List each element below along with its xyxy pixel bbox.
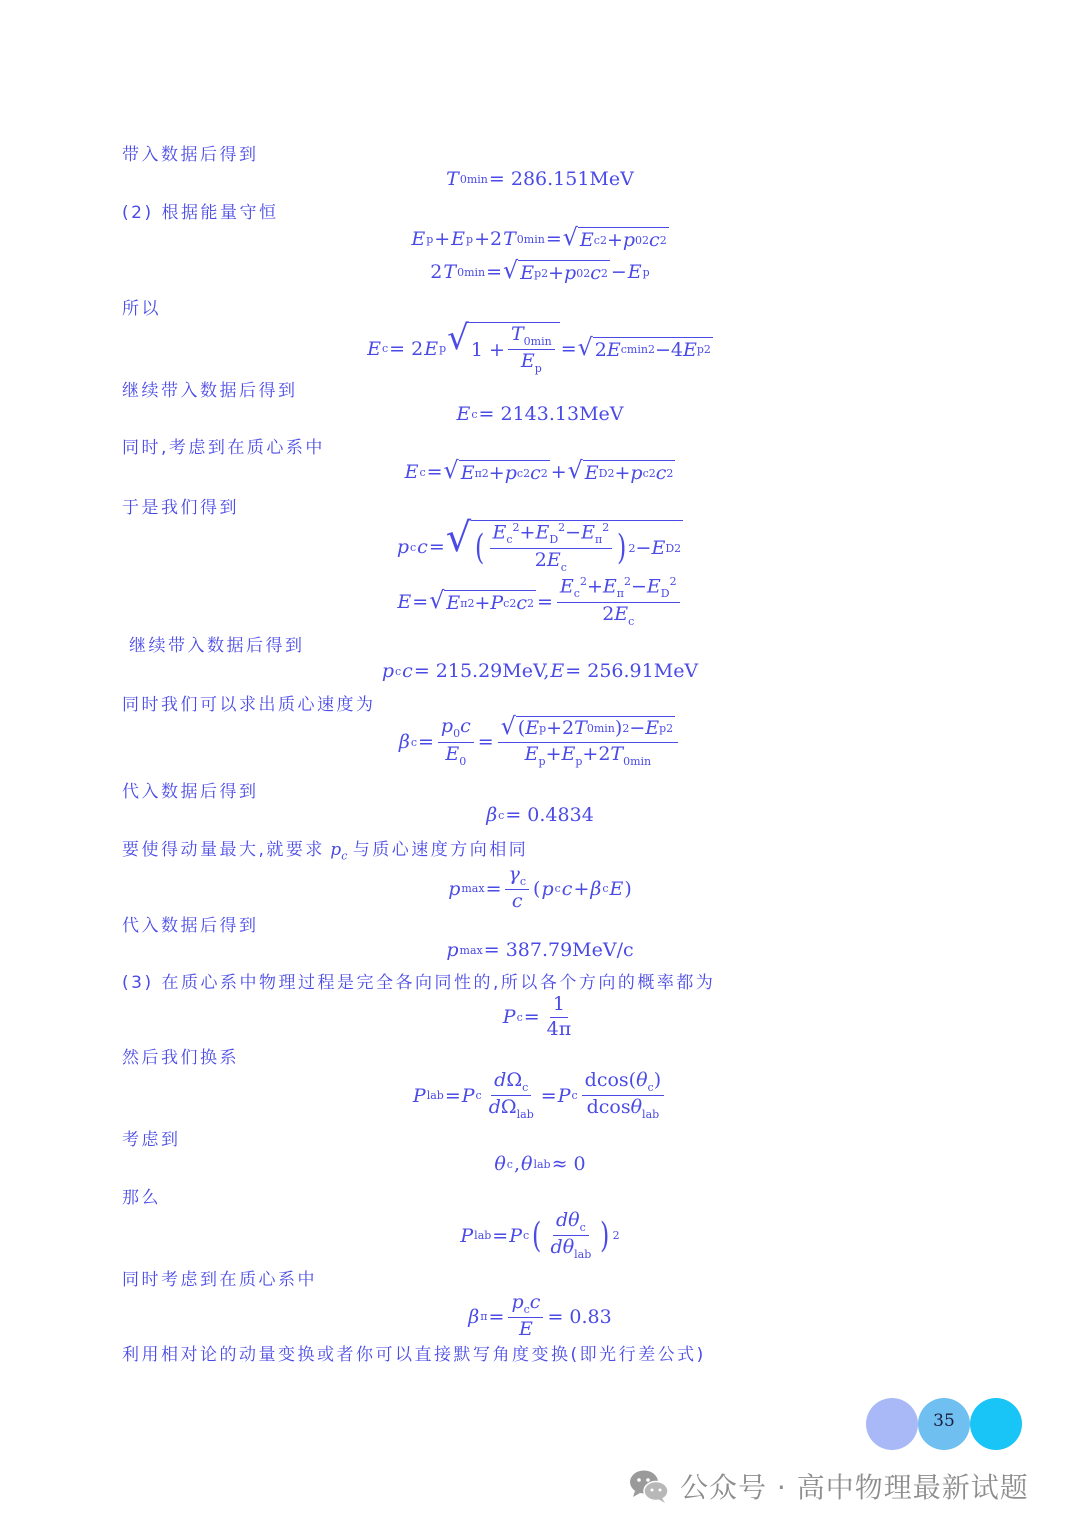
badge-circle: [866, 1398, 918, 1450]
text-line: 要使得动量最大,就要求 $p_c$ 与质心速度方向相同: [122, 840, 529, 863]
text-line: 于是我们得到: [122, 498, 239, 518]
equation-2t0min: 2 T 0min = √ E p 2 + p 0 2 c 2 − E p: [430, 256, 650, 284]
footer-watermark: [628, 1466, 1029, 1506]
equation-beta-c-value: β c = 0.4834: [486, 804, 594, 826]
equation-pcc: p c c = √ ( $\frac{E_c^2+E_D^2-E_\pi^2}{2E_c}$ ) 2 − E D 2: [396, 515, 682, 574]
wechat-icon: [628, 1467, 670, 1505]
equation-pc-e-values: p c c = 215.29MeV, E = 256.91MeV: [381, 660, 699, 682]
text-line: 带入数据后得到: [122, 145, 259, 165]
equation-t0min: T 0min = 286.151MeV: [446, 168, 634, 190]
text-line: 代入数据后得到: [122, 916, 259, 936]
equation-beta-pi: β π = $\frac{p_cc}{E}$ = 0.83: [468, 1291, 612, 1341]
text-line: 考虑到: [122, 1130, 181, 1150]
text-line: 继续带入数据后得到: [129, 636, 305, 656]
equation-value: = 0.83: [547, 1305, 612, 1328]
equation-theta-approx: θ c , θ lab ≈ 0: [494, 1153, 586, 1175]
page-number: 35: [933, 1411, 955, 1431]
equation-pmax-value: p max = 387.79MeV/c: [446, 939, 634, 961]
equation-pmax: p max = $\frac{\gamma_c}{c}$ ( p c c + β c E ): [448, 863, 632, 913]
equation-value: = 256.91MeV: [565, 660, 699, 682]
equation-ec-formula: E c = 2 E p √ 1 + $\frac{T_{0min}}{E_p}$ = √ 2 E cmin 2 −4 E p 2: [367, 318, 711, 376]
equation-plab: P lab = P c $\frac{d\Omega_c}{d\Omega_{lab}}$ = P c $\frac{dcos(\theta_c)}{dcos\theta_{lab}}$: [0, 1070, 1080, 1122]
text-line: 利用相对论的动量变换或者你可以直接默写角度变换(即光行差公式): [122, 1345, 706, 1365]
text-line: (3) 在质心系中物理过程是完全各向同性的,所以各个方向的概率都为: [122, 973, 716, 993]
equation-value: = 2143.13MeV: [478, 403, 624, 425]
equation-ec-value: E c = 2143.13MeV: [456, 403, 624, 425]
text-segment: 与质心速度方向相同: [352, 840, 529, 860]
footer-text: 公众号 · 高中物理最新试题: [680, 1471, 1029, 1504]
equation-value: = 387.79MeV/c: [483, 939, 634, 961]
equation-e: E = √ E π 2 + P c 2 c 2 = $\frac{E_c^2+E_\pi^2-E_D^2}{2E_c}$: [0, 576, 1080, 628]
equation-pc: P c = $\frac{1}{4\pi}$: [502, 993, 572, 1040]
equation-value: = 0.4834: [505, 804, 594, 826]
text-line: 然后我们换系: [122, 1048, 239, 1068]
text-line: 同时我们可以求出质心速度为: [122, 695, 376, 715]
text-line: 同时考虑到在质心系中: [122, 1270, 317, 1290]
equation-energy-conservation: E p + E p +2 T 0min = √ E c 2 + p 0 2 c 2: [411, 223, 667, 251]
equation-value: = 215.29MeV,: [413, 660, 550, 682]
text-line: 同时,考虑到在质心系中: [122, 438, 325, 458]
badge-circle: [970, 1398, 1022, 1450]
text-line: 继续带入数据后得到: [122, 381, 298, 401]
equation-value: ≈ 0: [551, 1153, 586, 1175]
text-line: (2) 根据能量守恒: [122, 203, 279, 223]
equation-value: = 286.151MeV: [488, 168, 634, 190]
page-number-badge: [866, 1398, 1026, 1452]
equation-ec-sum: E c = √ E π 2 + p c 2 c 2 + √ E D 2 + p c 2 c 2: [404, 456, 674, 484]
text-line: 代入数据后得到: [122, 782, 259, 802]
text-segment: 要使得动量最大,就要求: [122, 840, 325, 860]
equation-plab-squared: P lab = P c ( $\frac{d\theta_c}{d\theta_{lab}}$ ) 2: [460, 1209, 620, 1262]
text-line: 所以: [122, 299, 161, 319]
text-line: 那么: [122, 1188, 161, 1208]
equation-beta-c: β c = $\frac{p_0c}{E_0}$ = √ ( E p +2 T 0min ) 2 − E p 2 $E_p+E_p+2T_{0min}$: [0, 716, 1080, 768]
